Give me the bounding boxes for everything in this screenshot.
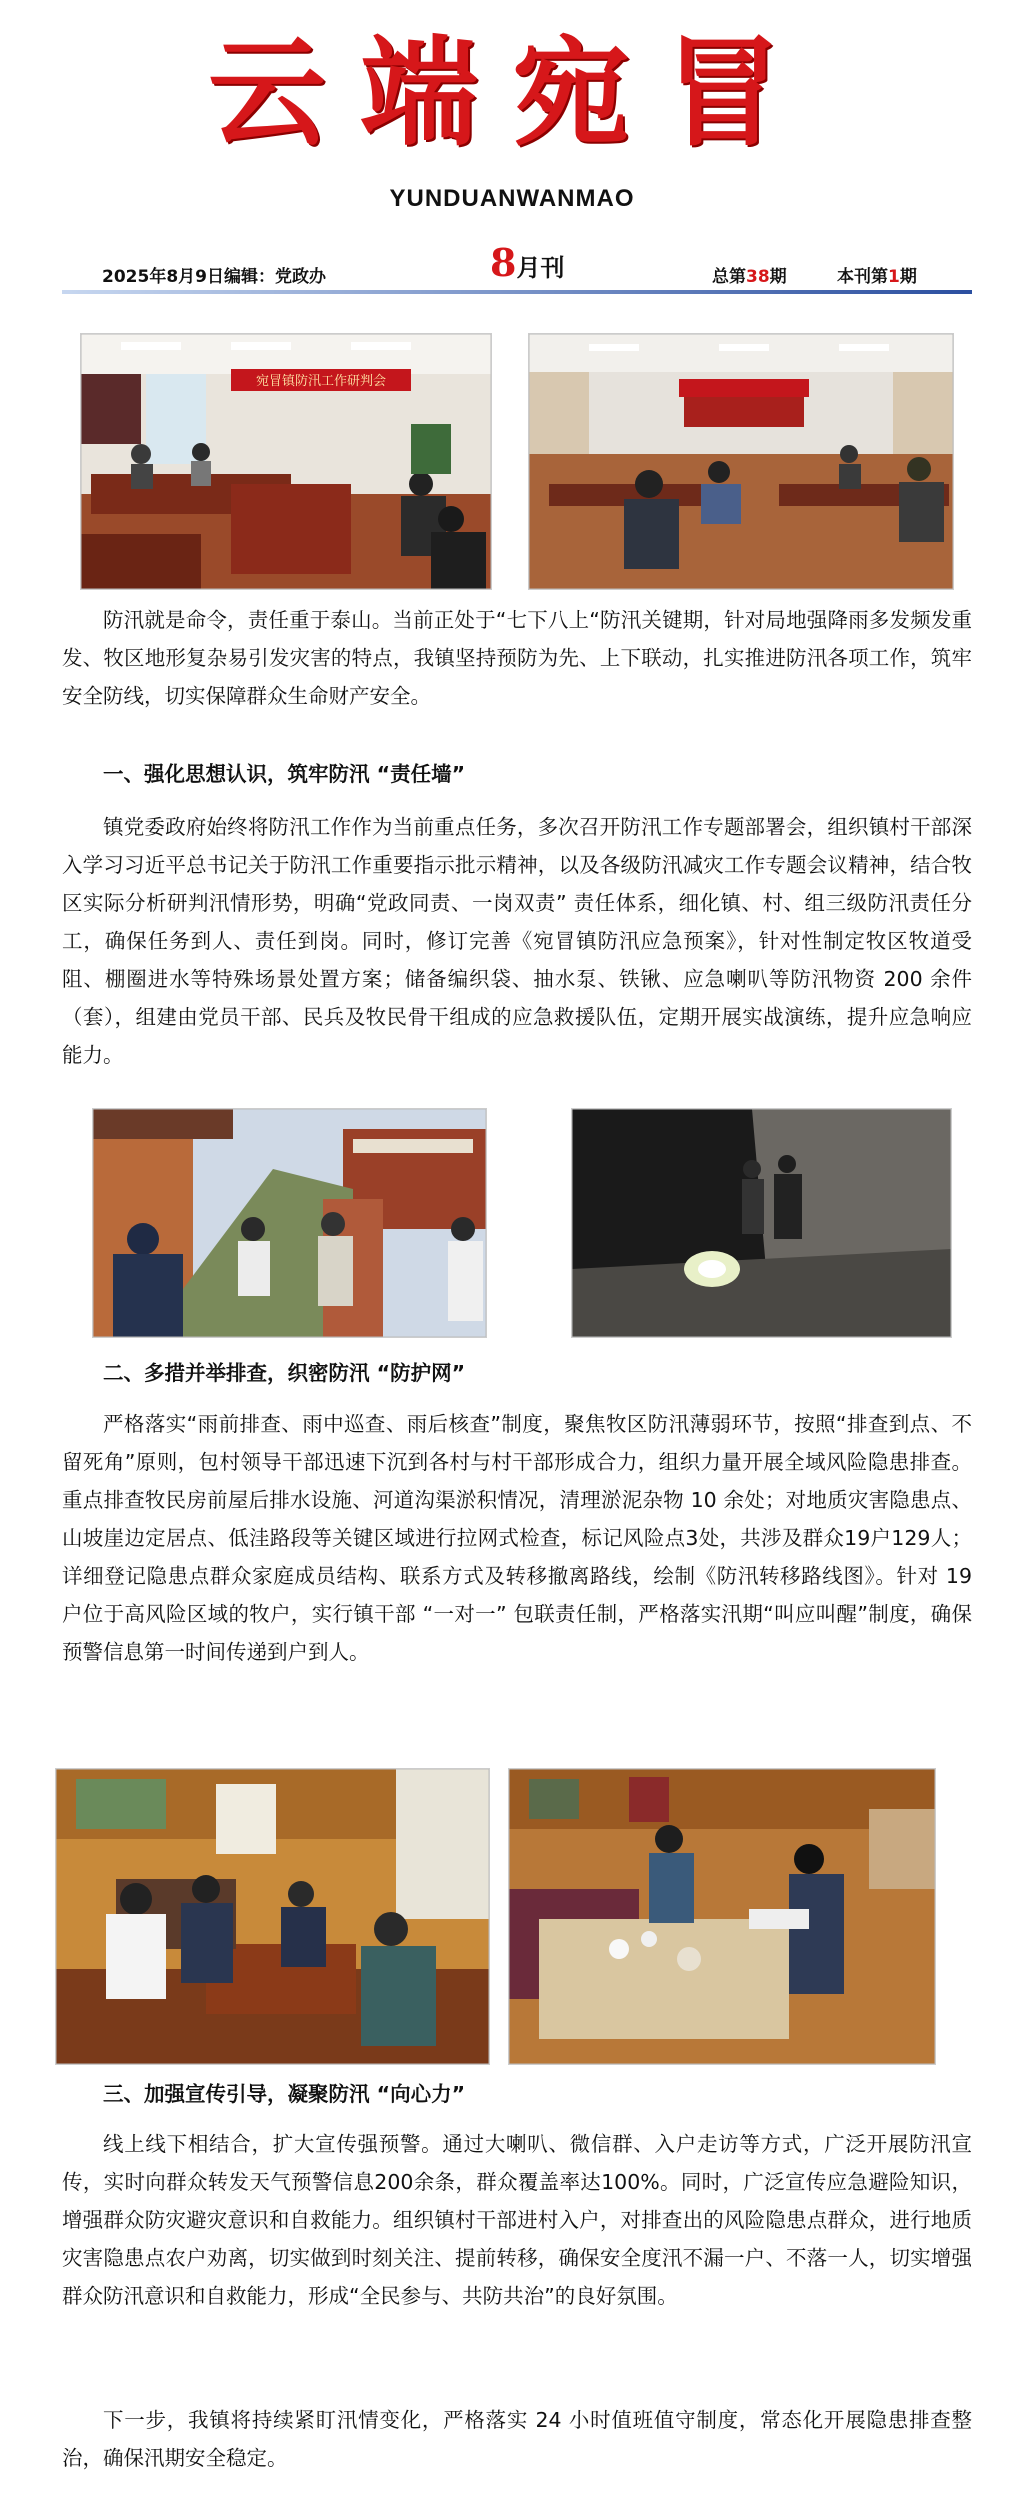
this-prefix: 本刊第 [837, 267, 888, 287]
section-2-body: 严格落实“雨前排查、雨中巡查、雨后核查”制度，聚焦牧区防汛薄弱环节，按照“排查到点、不留死角”原则，包村领导干部迅速下沉到各村与村干部形成合力，组织力量开展全域风险隐患排查。重点排查牧民房前屋后排水设施、河道沟渠淤积情况，清理淤泥杂物 10 余处；对地质灾害隐患点、山坡崖边定居点、低洼路段等关键区域进行拉网式检查，标记风险点3处，共涉及群众19户129人；详细登记隐患点群众家庭成员结构、联系方式及转移撤离路线，绘制《防汛转移路线图》。针对 19 户位于高风险区域的牧户，实行镇干部 “一对一” 包联责任制，严格落实汛期“叫应叫醒”制度，确保预警信息第一时间传递到户到人。 [62, 1412, 972, 1664]
household-visit-photo-1 [55, 1768, 490, 2065]
night-inspection-photo [571, 1108, 952, 1338]
section-1-heading: 一、强化思想认识，筑牢防汛 “责任墙” [103, 762, 466, 786]
issue-month-suffix: 月刊 [516, 253, 565, 282]
header-divider [62, 290, 972, 294]
this-number: 1 [888, 267, 900, 287]
issue-date-editor: 2025年8月9日编辑：党政办 [102, 267, 326, 287]
meeting-photo-1 [80, 333, 492, 590]
section-2-heading: 二、多措并举排查，织密防汛 “防护网” [103, 1361, 466, 1385]
brand-title: 云端宛冒 [207, 23, 816, 162]
closing-paragraph: 下一步，我镇将持续紧盯汛情变化，严格落实 24 小时值班值守制度，常态化开展隐患排查整治，确保汛期安全稳定。 [62, 2408, 972, 2470]
intro-paragraph: 防汛就是命令，责任重于泰山。当前正处于“七下八上“防汛关键期，针对局地强降雨多发频发重发、牧区地形复杂易引发灾害的特点，我镇坚持预防为先、上下联动，扎实推进防汛各项工作，筑牢安全防线，切实保障群众生命财产安全。 [62, 608, 972, 708]
total-prefix: 总第 [712, 267, 746, 287]
total-number: 38 [746, 267, 770, 287]
section-3-heading: 三、加强宣传引导，凝聚防汛 “向心力” [103, 2082, 466, 2106]
meeting-banner-text: 宛冒镇防汛工作研判会 [255, 374, 387, 389]
issue-month-number: 8 [490, 240, 517, 285]
household-visit-photo-2 [508, 1768, 936, 2065]
masthead [0, 0, 1024, 215]
issue-month [490, 240, 564, 285]
section-1-body: 镇党委政府始终将防汛工作作为当前重点任务，多次召开防汛工作专题部署会，组织镇村干部深入学习习近平总书记关于防汛工作重要指示批示精神，以及各级防汛减灾工作专题会议精神，结合牧区实际分析研判汛情形势，明确“党政同责、一岗双责” 责任体系，细化镇、村、组三级防汛责任分工，确保任务到人、责任到岗。同时，修订完善《宛冒镇防汛应急预案》，针对性制定牧区牧道受阻、棚圈进水等特殊场景处置方案；储备编织袋、抽水泵、铁锹、应急喇叭等防汛物资 200 余件（套），组建由党员干部、民兵及牧民骨干组成的应急救援队伍，定期开展实战演练，提升应急响应能力。 [62, 815, 972, 1067]
total-suffix: 期 [769, 267, 787, 287]
this-suffix: 期 [899, 267, 917, 287]
issue-total-count [712, 262, 787, 287]
brand-subtitle: YUNDUANWANMAO [389, 185, 635, 212]
issue-this-count [837, 262, 917, 287]
section-3-body: 线上线下相结合，扩大宣传强预警。通过大喇叭、微信群、入户走访等方式，广泛开展防汛宣传，实时向群众转发天气预警信息200余条，群众覆盖率达100%。同时，广泛宣传应急避险知识，增强群众防灾避灾意识和自救能力。组织镇村干部进村入户，对排查出的风险隐患点群众，进行地质灾害隐患点农户劝离，切实做到时刻关注、提前转移，确保安全度汛不漏一户、不落一人，切实增强群众防汛意识和自救能力，形成“全民参与、共防共治”的良好氛围。 [62, 2132, 972, 2308]
inspection-photo-1 [92, 1108, 487, 1338]
meeting-photo-2 [528, 333, 954, 590]
